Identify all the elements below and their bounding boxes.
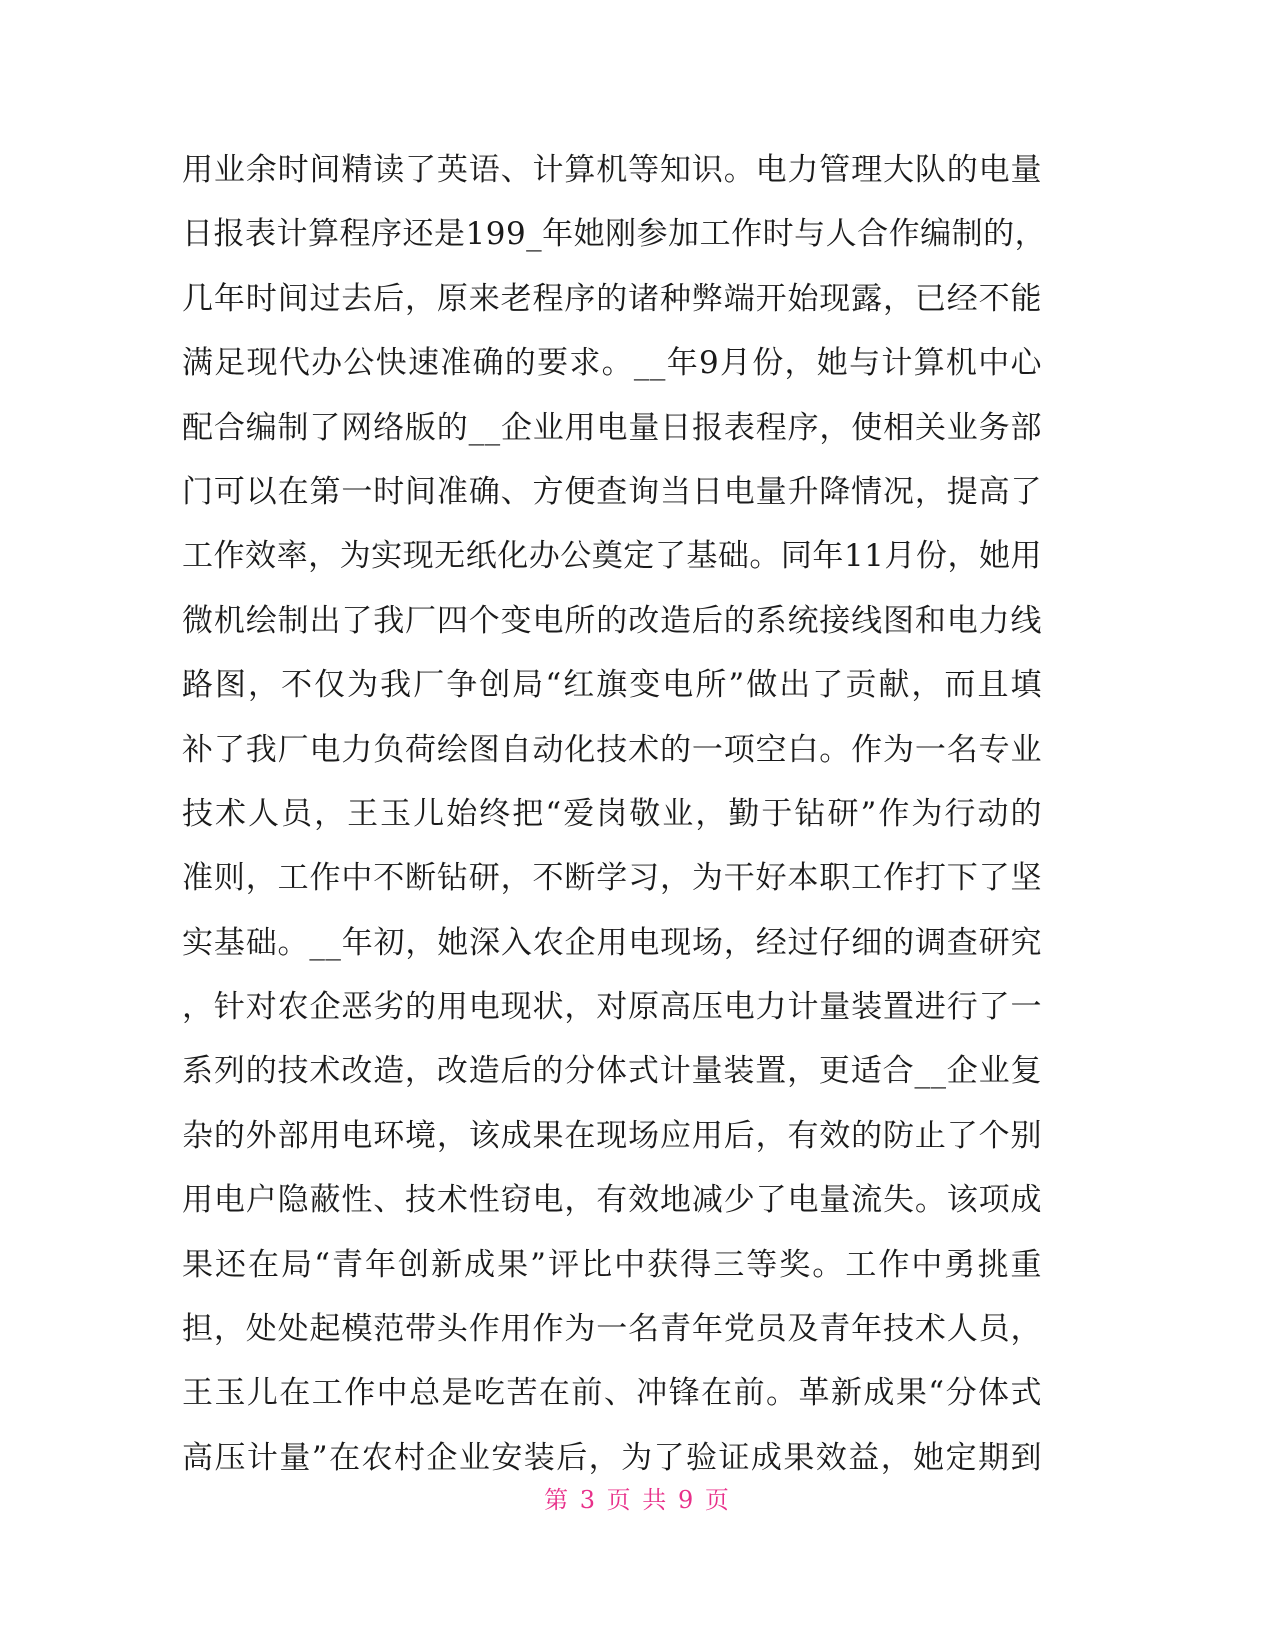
text-line: 微机绘制出了我厂四个变电所的改造后的系统接线图和电力线 bbox=[182, 602, 1042, 639]
text-line: 用电户隐蔽性、技术性窃电，有效地减少了电量流失。该项成 bbox=[182, 1182, 1042, 1219]
text-line: 准则，工作中不断钻研，不断学习，为干好本职工作打下了坚 bbox=[182, 860, 1042, 897]
text-line: 工作效率，为实现无纸化办公奠定了基础。同年11月份，她用 bbox=[182, 538, 1042, 575]
text-line: 门可以在第一时间准确、方便查询当日电量升降情况，提高了 bbox=[182, 473, 1042, 510]
text-line: 杂的外部用电环境，该成果在现场应用后，有效的防止了个别 bbox=[182, 1117, 1042, 1154]
text-line: 担，处处起模范带头作用作为一名青年党员及青年技术人员， bbox=[182, 1311, 1042, 1348]
text-line: 路图，不仅为我厂争创局“红旗变电所”做出了贡献，而且填 bbox=[182, 667, 1042, 704]
text-line: 用业余时间精读了英语、计算机等知识。电力管理大队的电量 bbox=[182, 152, 1042, 188]
text-line: 实基础。__年初，她深入农企用电现场，经过仔细的调查研究 bbox=[182, 924, 1042, 961]
text-line: 日报表计算程序还是199_年她刚参加工作时与人合作编制的， bbox=[182, 216, 1047, 253]
text-line: 配合编制了网络版的__企业用电量日报表程序，使相关业务部 bbox=[182, 409, 1042, 446]
text-line: 技术人员，王玉儿始终把“爱岗敬业，勤于钻研”作为行动的 bbox=[182, 795, 1042, 832]
text-line: 果还在局“青年创新成果”评比中获得三等奖。工作中勇挑重 bbox=[182, 1246, 1042, 1283]
text-line: ，针对农企恶劣的用电现状，对原高压电力计量装置进行了一 bbox=[182, 989, 1042, 1026]
text-line: 满足现代办公快速准确的要求。__年9月份，她与计算机中心 bbox=[182, 345, 1042, 382]
text-line: 王玉儿在工作中总是吃苦在前、冲锋在前。革新成果“分体式 bbox=[182, 1375, 1042, 1412]
body-text bbox=[182, 138, 1047, 1490]
text-line: 几年时间过去后，原来老程序的诸种弊端开始现露，已经不能 bbox=[182, 280, 1042, 317]
text-line: 系列的技术改造，改造后的分体式计量装置，更适合__企业复 bbox=[182, 1053, 1042, 1090]
text-line: 高压计量”在农村企业安装后，为了验证成果效益，她定期到 bbox=[182, 1439, 1042, 1476]
page-number-footer: 第 3 页 共 9 页 bbox=[544, 1486, 731, 1514]
text-line: 补了我厂电力负荷绘图自动化技术的一项空白。作为一名专业 bbox=[182, 731, 1042, 768]
